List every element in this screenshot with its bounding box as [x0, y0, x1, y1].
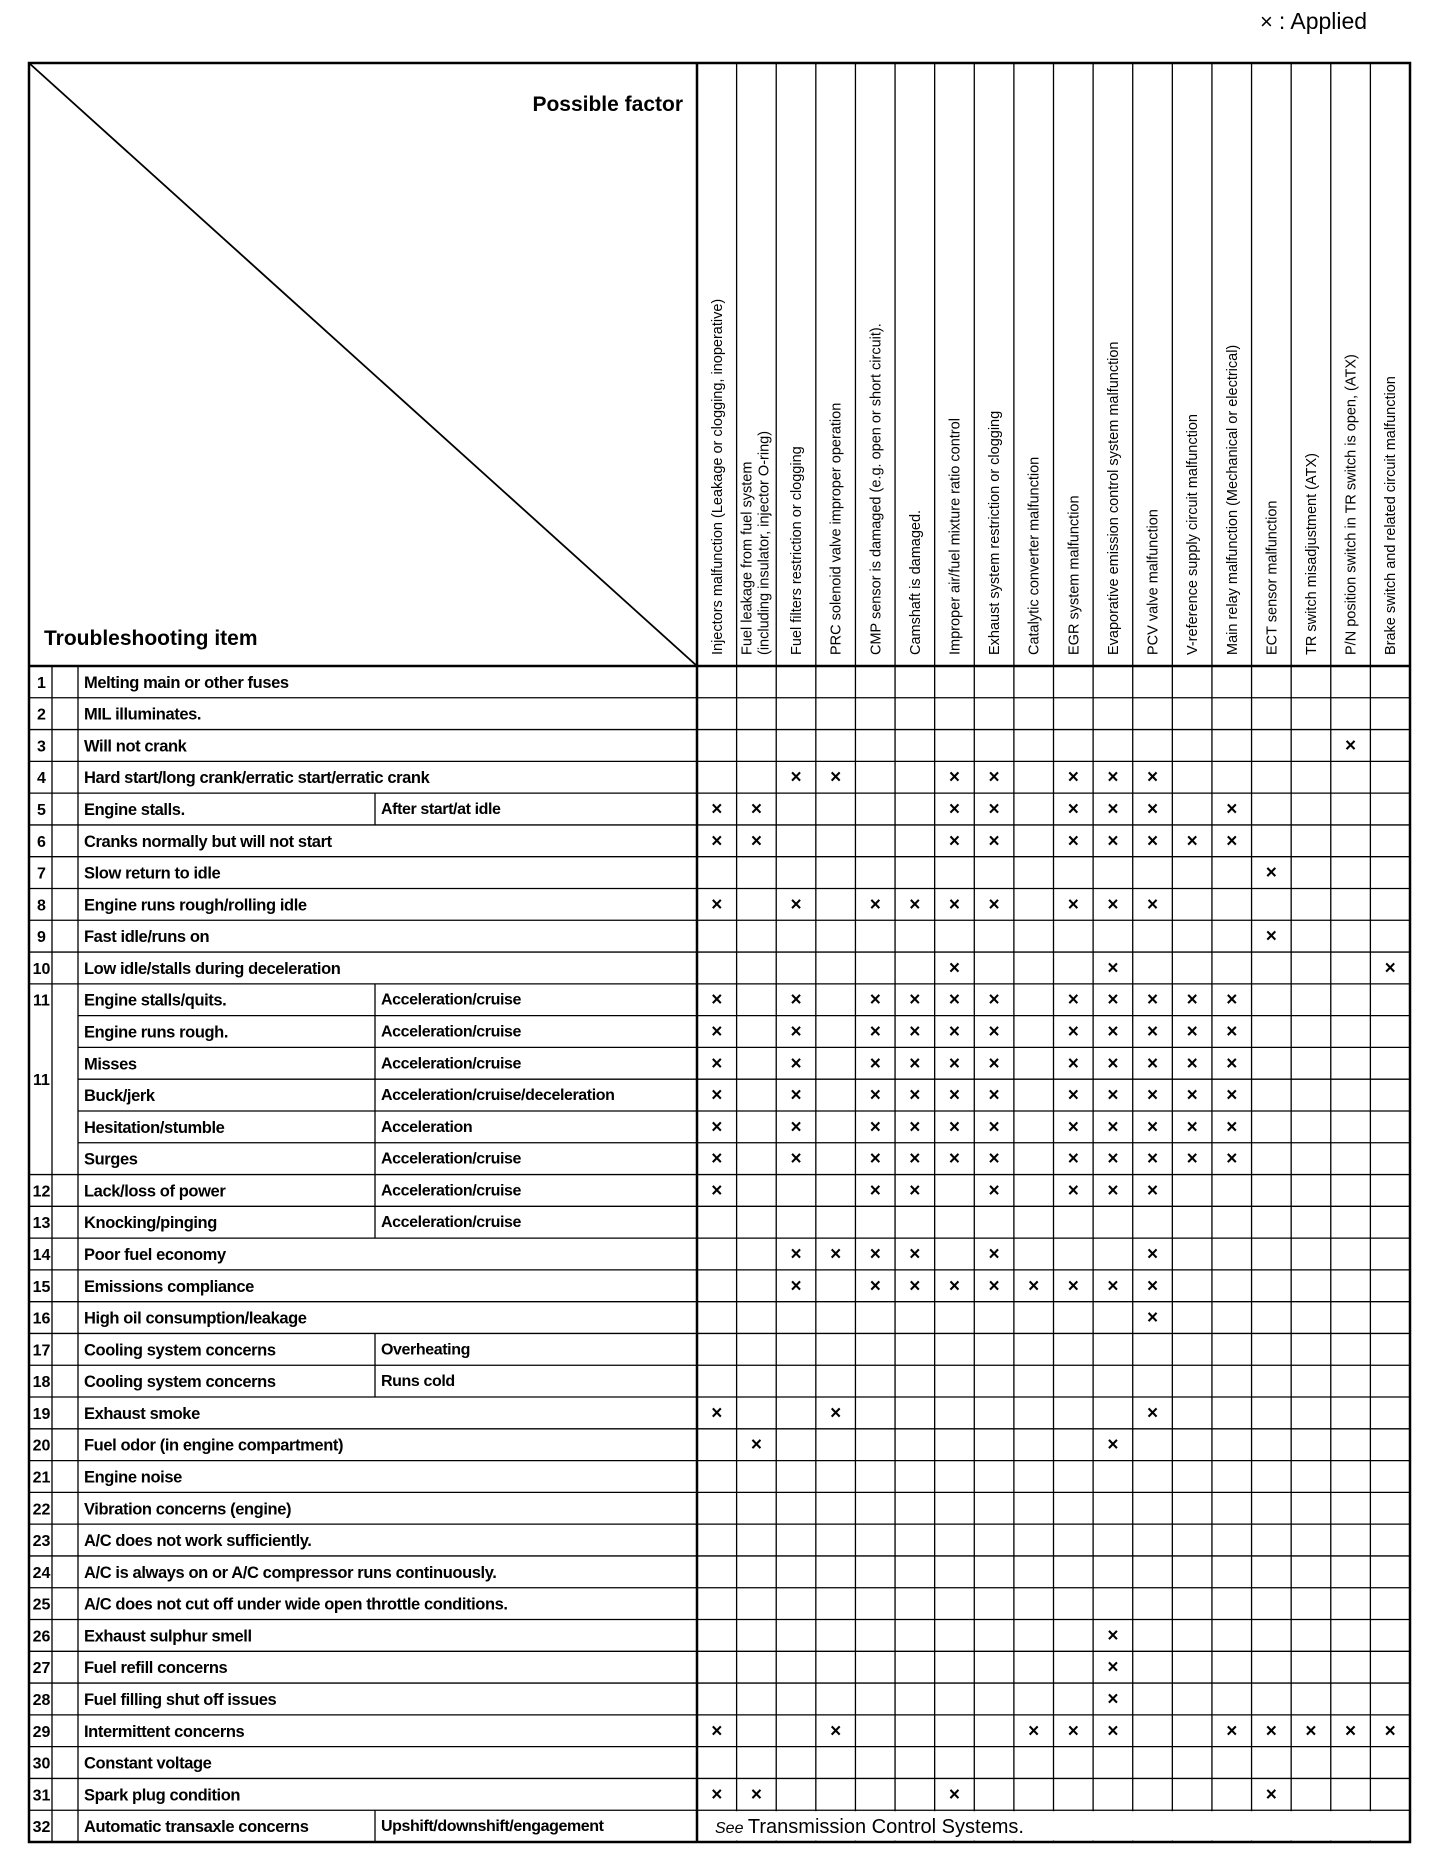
- troubleshooting-item: Constant voltage: [84, 1754, 212, 1773]
- troubleshooting-item: Engine stalls.: [84, 801, 185, 820]
- applied-mark: ×: [830, 1720, 842, 1742]
- row-number: 24: [32, 1564, 51, 1582]
- row-number: 11: [33, 1072, 50, 1090]
- applied-mark: ×: [948, 1053, 961, 1075]
- applied-mark: ×: [1067, 1021, 1079, 1043]
- applied-mark: ×: [1107, 799, 1119, 821]
- troubleshooting-item: A/C does not work sufficiently.: [84, 1532, 312, 1551]
- factor-label: Improper air/fuel mixture ratio control: [947, 418, 964, 655]
- applied-mark: ×: [1067, 1180, 1079, 1202]
- applied-mark: ×: [869, 1180, 881, 1202]
- applied-mark: ×: [711, 894, 723, 916]
- applied-mark: ×: [1146, 1307, 1159, 1329]
- applied-mark: ×: [1107, 1434, 1119, 1456]
- applied-mark: ×: [1146, 799, 1159, 821]
- applied-mark: ×: [1107, 1148, 1119, 1170]
- applied-mark: ×: [1067, 1053, 1079, 1075]
- troubleshooting-item: Poor fuel economy: [84, 1246, 226, 1264]
- applied-mark: ×: [948, 1275, 961, 1297]
- factor-label: (including insulator, injector O-ring): [756, 430, 773, 655]
- applied-mark: ×: [790, 989, 802, 1011]
- applied-mark: ×: [1146, 1180, 1159, 1202]
- applied-mark: ×: [790, 1053, 802, 1075]
- condition-label: Acceleration: [381, 1118, 473, 1136]
- applied-mark: ×: [1345, 735, 1357, 757]
- applied-mark: ×: [869, 1021, 881, 1043]
- applied-mark: ×: [790, 1275, 802, 1297]
- troubleshooting-item: Vibration concerns (engine): [84, 1500, 292, 1519]
- applied-mark: ×: [1107, 1053, 1119, 1075]
- applied-mark: ×: [1107, 1720, 1119, 1742]
- applied-mark: ×: [1146, 1402, 1159, 1424]
- applied-mark: ×: [1226, 830, 1238, 852]
- see-reference: Transmission Control Systems.: [747, 1816, 1024, 1839]
- row-number: 3: [37, 738, 46, 756]
- row-number: 29: [32, 1723, 51, 1741]
- applied-mark: ×: [830, 767, 842, 789]
- troubleshooting-item: Automatic transaxle concerns: [84, 1818, 309, 1837]
- applied-mark: ×: [1107, 767, 1119, 789]
- applied-mark: ×: [909, 1116, 921, 1138]
- applied-mark: ×: [869, 1116, 881, 1138]
- applied-mark: ×: [909, 1180, 921, 1202]
- row32-note: [715, 1816, 1024, 1838]
- row-number: 32: [32, 1819, 51, 1837]
- troubleshooting-item: Cranks normally but will not start: [84, 832, 332, 851]
- row-number: 6: [37, 833, 46, 851]
- row-number: 7: [37, 865, 46, 883]
- applied-mark: ×: [1265, 862, 1277, 884]
- applied-mark: ×: [711, 1180, 723, 1202]
- applied-mark: ×: [1186, 1021, 1198, 1043]
- applied-mark: ×: [1305, 1720, 1317, 1742]
- applied-mark: ×: [1265, 1720, 1277, 1742]
- factor-label: ECT sensor malfunction: [1264, 500, 1281, 655]
- applied-mark: ×: [869, 1053, 881, 1075]
- row-number: 23: [32, 1533, 51, 1551]
- row-number: 12: [32, 1183, 51, 1201]
- applied-mark: ×: [1028, 1720, 1040, 1742]
- applied-mark: ×: [1226, 799, 1238, 821]
- troubleshooting-item: Exhaust smoke: [84, 1404, 200, 1423]
- applied-mark: ×: [909, 1021, 921, 1043]
- applied-mark: ×: [1107, 1085, 1119, 1107]
- applied-mark: ×: [988, 1275, 1000, 1297]
- see-label: See: [715, 1820, 748, 1838]
- applied-mark: ×: [988, 830, 1000, 852]
- applied-mark: ×: [1146, 894, 1159, 916]
- applied-mark: ×: [988, 1180, 1000, 1202]
- applied-mark: ×: [1067, 1720, 1079, 1742]
- applied-mark: ×: [1186, 1148, 1198, 1170]
- applied-mark: ×: [988, 1021, 1000, 1043]
- applied-mark: ×: [1107, 830, 1119, 852]
- condition-label: Acceleration/cruise: [381, 1182, 522, 1200]
- applied-mark: ×: [1067, 799, 1079, 821]
- row-number: 26: [32, 1628, 51, 1646]
- applied-mark: ×: [750, 1434, 762, 1456]
- troubleshooting-item-heading: Troubleshooting item: [44, 627, 258, 650]
- applied-mark: ×: [750, 799, 762, 821]
- troubleshooting-item: Fuel refill concerns: [84, 1659, 228, 1678]
- applied-mark: ×: [1384, 1720, 1396, 1742]
- row-number: 16: [32, 1310, 51, 1328]
- applied-mark: ×: [1226, 1053, 1238, 1075]
- applied-mark: ×: [948, 1148, 961, 1170]
- applied-mark: ×: [1067, 894, 1079, 916]
- applied-mark: ×: [1226, 1148, 1238, 1170]
- applied-mark: ×: [948, 1784, 961, 1806]
- applied-mark: ×: [948, 1116, 961, 1138]
- applied-mark: ×: [711, 1053, 723, 1075]
- row-number: 27: [32, 1660, 51, 1678]
- factor-label: CMP sensor is damaged (e.g. open or short circuit).: [868, 323, 885, 655]
- applied-mark: ×: [869, 1244, 881, 1265]
- condition-label: Acceleration/cruise: [381, 1214, 522, 1232]
- applied-mark: ×: [988, 1244, 1000, 1265]
- condition-label: Overheating: [381, 1341, 470, 1359]
- row-number: 9: [37, 929, 46, 947]
- row-number: 30: [32, 1755, 51, 1773]
- header-diagonal: [29, 63, 697, 666]
- applied-mark: ×: [948, 767, 961, 789]
- applied-mark: ×: [1146, 1053, 1159, 1075]
- troubleshooting-item: Exhaust sulphur smell: [84, 1627, 252, 1646]
- applied-mark: ×: [1146, 1021, 1159, 1043]
- applied-mark: ×: [909, 894, 921, 916]
- applied-mark: ×: [790, 1244, 802, 1265]
- row-number: 19: [32, 1405, 51, 1423]
- factor-label: TR switch misadjustment (ATX): [1303, 453, 1320, 655]
- applied-mark: ×: [1265, 1784, 1277, 1806]
- factor-label: Catalytic converter malfunction: [1026, 456, 1043, 655]
- applied-mark: ×: [988, 1053, 1000, 1075]
- troubleshooting-item: Hesitation/stumble: [84, 1118, 225, 1137]
- applied-mark: ×: [1107, 989, 1119, 1011]
- applied-mark: ×: [1146, 1085, 1159, 1107]
- applied-mark: ×: [1146, 1116, 1159, 1138]
- applied-mark: ×: [790, 1085, 802, 1107]
- applied-mark: ×: [830, 1244, 842, 1265]
- applied-mark: ×: [909, 1053, 921, 1075]
- troubleshooting-item: Fuel filling shut off issues: [84, 1690, 277, 1709]
- row-number: 22: [32, 1501, 51, 1519]
- troubleshooting-item: Hard start/long crank/erratic start/erratic crank: [84, 769, 430, 788]
- applied-mark: ×: [909, 1148, 921, 1170]
- applied-mark: ×: [948, 1085, 961, 1107]
- factor-label: Brake switch and related circuit malfunction: [1383, 376, 1400, 655]
- applied-mark: ×: [1107, 1180, 1119, 1202]
- applied-mark: ×: [1226, 1720, 1238, 1742]
- factor-label: V-reference supply circuit malfunction: [1185, 414, 1202, 655]
- applied-mark: ×: [909, 1085, 921, 1107]
- applied-mark: ×: [988, 894, 1000, 916]
- applied-mark: ×: [1028, 1275, 1040, 1297]
- troubleshooting-item: Slow return to idle: [84, 864, 221, 883]
- factor-label: P/N position switch in TR switch is open, (ATX): [1343, 354, 1360, 655]
- applied-mark: ×: [869, 1085, 881, 1107]
- applied-mark: ×: [1186, 1116, 1198, 1138]
- troubleshooting-item: Will not crank: [84, 737, 187, 756]
- applied-mark: ×: [711, 1784, 723, 1806]
- applied-mark: ×: [1186, 1053, 1198, 1075]
- applied-mark: ×: [1146, 767, 1159, 789]
- applied-mark: ×: [711, 830, 723, 852]
- troubleshooting-item: Buck/jerk: [84, 1087, 155, 1106]
- applied-mark: ×: [711, 1116, 723, 1138]
- troubleshooting-item: Melting main or other fuses: [84, 673, 289, 692]
- factor-label: Fuel filters restriction or clogging: [789, 446, 806, 655]
- applied-mark: ×: [1107, 1625, 1119, 1647]
- troubleshooting-item: Fuel odor (in engine compartment): [84, 1436, 344, 1455]
- applied-mark: ×: [711, 1148, 723, 1170]
- applied-mark: ×: [1107, 1116, 1119, 1138]
- applied-mark: ×: [1107, 1657, 1119, 1679]
- applied-mark: ×: [790, 1148, 802, 1170]
- factor-label: Exhaust system restriction or clogging: [987, 410, 1004, 655]
- applied-mark: ×: [750, 1784, 762, 1806]
- applied-mark: ×: [1107, 1021, 1119, 1043]
- troubleshooting-item: Misses: [84, 1055, 137, 1074]
- applied-mark: ×: [1107, 894, 1119, 916]
- row-number: 25: [32, 1596, 51, 1614]
- troubleshooting-item: Spark plug condition: [84, 1786, 241, 1805]
- applied-mark: ×: [1384, 957, 1396, 979]
- row-number: 5: [37, 802, 46, 820]
- factor-label: Fuel leakage from fuel system: [739, 461, 756, 655]
- row-number: 15: [32, 1278, 51, 1296]
- applied-mark: ×: [1265, 926, 1277, 948]
- troubleshooting-item: Fast idle/runs on: [84, 928, 210, 947]
- applied-mark: ×: [1067, 767, 1079, 789]
- row-number: 2: [37, 706, 46, 724]
- applied-mark: ×: [869, 1148, 881, 1170]
- applied-mark: ×: [1067, 830, 1079, 852]
- row-number: 14: [32, 1247, 51, 1264]
- applied-mark: ×: [909, 989, 921, 1011]
- troubleshooting-item: Cooling system concerns: [84, 1341, 276, 1360]
- row-number: 17: [32, 1342, 51, 1360]
- factor-label: PRC solenoid valve improper operation: [828, 402, 845, 655]
- applied-mark: ×: [948, 894, 961, 916]
- row-number: 8: [37, 897, 46, 915]
- applied-mark: ×: [1186, 1085, 1198, 1107]
- applied-mark: ×: [790, 767, 802, 789]
- applied-mark: ×: [948, 830, 961, 852]
- applied-mark-icon: ×: [1260, 9, 1273, 34]
- applied-mark: ×: [988, 1148, 1000, 1170]
- applied-mark: ×: [711, 1402, 723, 1424]
- applied-mark: ×: [1186, 989, 1198, 1011]
- row-number: 4: [37, 770, 46, 788]
- applied-mark: ×: [1186, 830, 1198, 852]
- applied-mark: ×: [1146, 1275, 1159, 1297]
- condition-label: Acceleration/cruise: [381, 991, 522, 1009]
- factor-label: EGR system malfunction: [1066, 495, 1083, 655]
- row-number: 11: [33, 992, 50, 1010]
- applied-mark: ×: [909, 1275, 921, 1297]
- factor-label: Main relay malfunction (Mechanical or electrical): [1224, 344, 1241, 655]
- row-number: 13: [32, 1215, 51, 1233]
- applied-mark: ×: [1067, 1275, 1079, 1297]
- applied-mark: ×: [948, 957, 961, 979]
- condition-label: Upshift/downshift/engagement: [381, 1818, 604, 1836]
- applied-mark: ×: [988, 1116, 1000, 1138]
- applied-mark: ×: [1146, 989, 1159, 1011]
- troubleshooting-item: Engine noise: [84, 1468, 182, 1487]
- applied-mark: ×: [988, 799, 1000, 821]
- applied-mark: ×: [1146, 830, 1159, 852]
- troubleshooting-item: Engine stalls/quits.: [84, 991, 227, 1010]
- applied-mark: ×: [869, 989, 881, 1011]
- applied-mark: ×: [750, 830, 762, 852]
- applied-mark: ×: [909, 1244, 921, 1265]
- factor-label: Evaporative emission control system malfunction: [1105, 341, 1122, 655]
- applied-mark: ×: [1226, 1021, 1238, 1043]
- troubleshooting-item: Engine runs rough/rolling idle: [84, 896, 307, 915]
- troubleshooting-item: MIL illuminates.: [84, 705, 202, 724]
- applied-mark: ×: [948, 989, 961, 1011]
- troubleshooting-item: High oil consumption/leakage: [84, 1309, 307, 1328]
- legend-label: : Applied: [1278, 8, 1368, 34]
- applied-mark: ×: [1345, 1720, 1357, 1742]
- applied-mark: ×: [988, 767, 1000, 789]
- applied-mark: ×: [711, 799, 723, 821]
- factor-label: Injectors malfunction (Leakage or clogging, inoperative): [709, 298, 726, 655]
- factor-label: PCV valve malfunction: [1145, 509, 1162, 655]
- applied-mark: ×: [869, 1275, 881, 1297]
- row-number: 31: [32, 1787, 51, 1805]
- condition-label: After start/at idle: [381, 801, 501, 819]
- row-number: 20: [32, 1437, 51, 1455]
- troubleshooting-item: Knocking/pinging: [84, 1214, 217, 1233]
- condition-label: Acceleration/cruise: [381, 1023, 522, 1041]
- troubleshooting-item: Surges: [84, 1150, 138, 1169]
- applied-mark: ×: [711, 1085, 723, 1107]
- applied-mark: ×: [790, 894, 802, 916]
- condition-label: Acceleration/cruise: [381, 1055, 522, 1073]
- row-number: 1: [37, 674, 46, 692]
- applied-mark: ×: [1107, 1275, 1119, 1297]
- applied-mark: ×: [988, 989, 1000, 1011]
- troubleshooting-item: Low idle/stalls during deceleration: [84, 959, 341, 978]
- applied-mark: ×: [988, 1085, 1000, 1107]
- applied-mark: ×: [1146, 1244, 1159, 1265]
- applied-mark: ×: [1067, 1085, 1079, 1107]
- row-number: 18: [32, 1374, 51, 1392]
- applied-mark: ×: [1067, 989, 1079, 1011]
- condition-label: Runs cold: [381, 1373, 455, 1391]
- applied-mark: ×: [869, 894, 881, 916]
- applied-mark: ×: [1107, 957, 1119, 979]
- applied-mark: ×: [711, 989, 723, 1011]
- troubleshooting-item: Lack/loss of power: [84, 1182, 226, 1201]
- applied-mark: ×: [790, 1021, 802, 1043]
- troubleshooting-item: Emissions compliance: [84, 1277, 254, 1296]
- applied-mark: ×: [948, 1021, 961, 1043]
- applied-mark: ×: [1067, 1148, 1079, 1170]
- troubleshooting-item: A/C is always on or A/C compressor runs continuously.: [84, 1563, 497, 1582]
- applied-mark: ×: [1226, 1116, 1238, 1138]
- row-number: 21: [32, 1469, 51, 1487]
- troubleshooting-item: Intermittent concerns: [84, 1722, 245, 1741]
- row-number: 28: [32, 1691, 51, 1709]
- row-number: 10: [32, 960, 51, 978]
- applied-mark: ×: [1146, 1148, 1159, 1170]
- applied-mark: ×: [1107, 1688, 1119, 1710]
- applied-mark: ×: [711, 1720, 723, 1742]
- troubleshooting-item: A/C does not cut off under wide open throttle conditions.: [84, 1595, 508, 1614]
- troubleshooting-item: Engine runs rough.: [84, 1023, 229, 1042]
- troubleshooting-item: Cooling system concerns: [84, 1373, 276, 1392]
- possible-factor-heading: Possible factor: [532, 93, 683, 116]
- applied-mark: ×: [1067, 1116, 1079, 1138]
- factor-label: Camshaft is damaged.: [907, 509, 924, 655]
- condition-label: Acceleration/cruise/deceleration: [381, 1087, 615, 1105]
- applied-mark: ×: [1226, 989, 1238, 1011]
- applied-mark: ×: [711, 1021, 723, 1043]
- applied-mark: ×: [1226, 1085, 1238, 1107]
- applied-mark: ×: [830, 1402, 842, 1424]
- applied-mark: ×: [790, 1116, 802, 1138]
- applied-mark: ×: [948, 799, 961, 821]
- condition-label: Acceleration/cruise: [381, 1150, 522, 1168]
